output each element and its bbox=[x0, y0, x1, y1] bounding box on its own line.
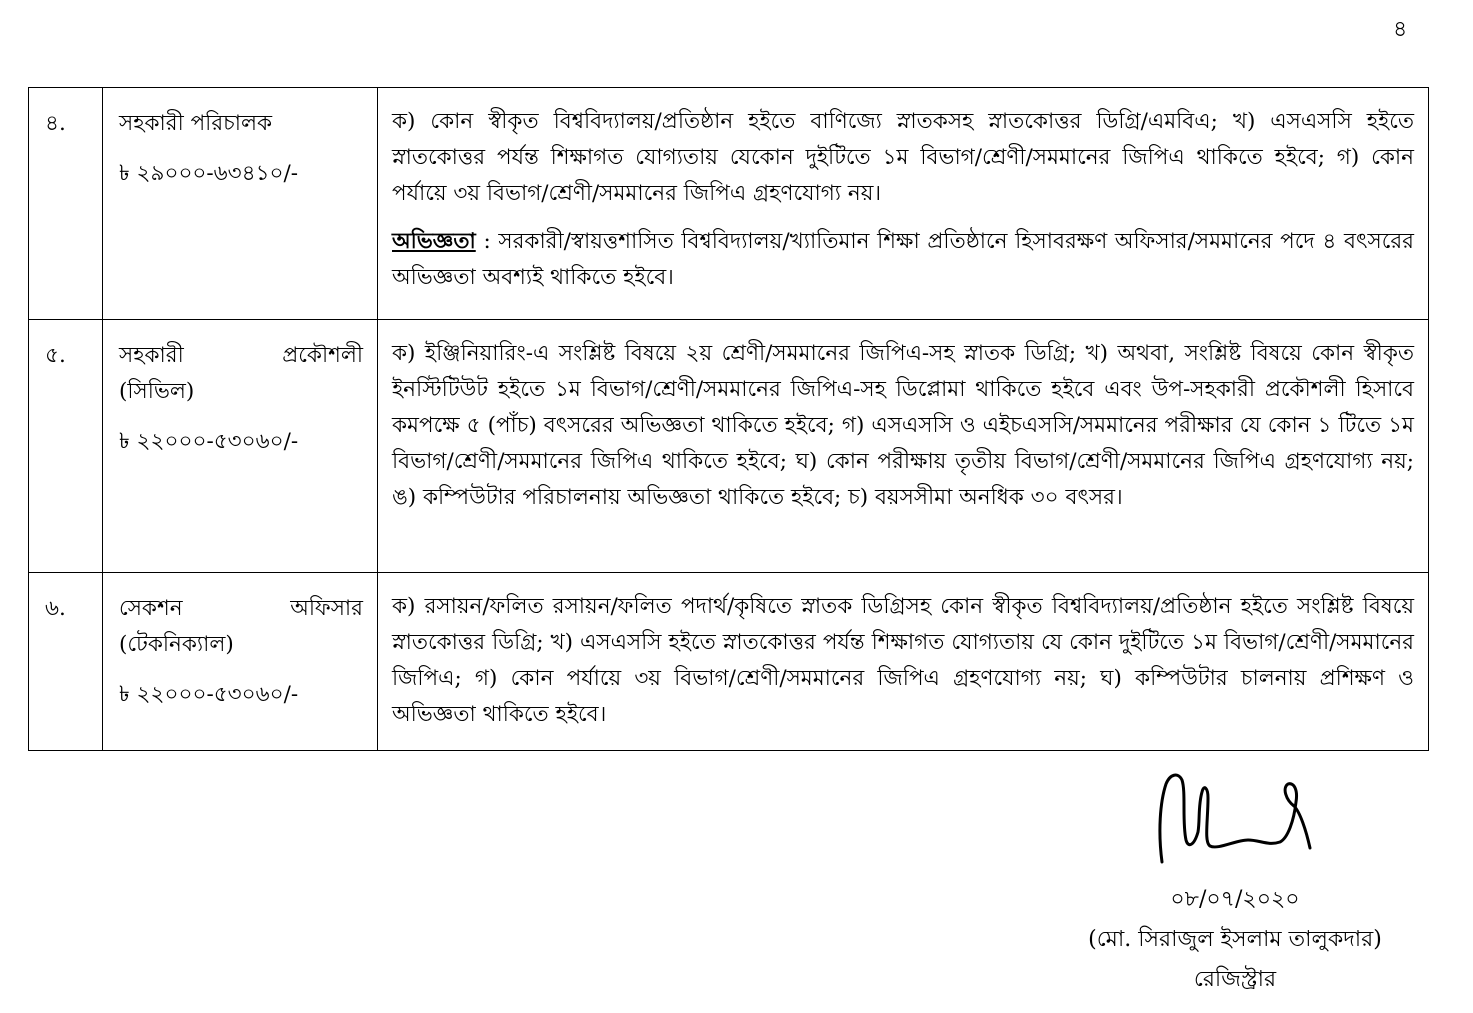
pay-scale: ৳ ২২০০০-৫৩০৬০/- bbox=[119, 682, 299, 707]
signatory-block bbox=[1060, 880, 1410, 1000]
post-cell bbox=[103, 573, 378, 751]
signature-date: ০৮/০৭/২০২০ bbox=[1170, 887, 1300, 912]
serial-number: ৬. bbox=[29, 573, 103, 751]
post-name-subtitle: (টেকনিক্যাল) bbox=[119, 632, 234, 657]
post-cell bbox=[103, 320, 378, 573]
page-number: ৪ bbox=[1393, 17, 1408, 42]
qualification-cell bbox=[378, 573, 1429, 751]
qualification-cell bbox=[378, 320, 1429, 573]
table-row bbox=[29, 573, 1429, 751]
qualification-text: ক) কোন স্বীকৃত বিশ্ববিদ্যালয়/প্রতিষ্ঠান হইতে বাণিজ্যে স্নাতকসহ স্নাতকোত্তর ডিগ্রি/এমবিএ; খ) এসএসসি হইতে স্নাতকোত্তর পর্যন্ত শিক্ষাগত যোগ্যতায় যেকোন দুইটিতে ১ম বিভাগ/শ্রেণী/সমমানের জিপিএ থাকিতে হইবে; গ) কোন পর্যায়ে ৩য় বিভাগ/শ্রেণী/সমমানের জিপিএ গ্রহণযোগ্য নয়। bbox=[392, 109, 1414, 206]
signature-image bbox=[1148, 762, 1318, 870]
pay-scale: ৳ ২২০০০-৫৩০৬০/- bbox=[119, 429, 299, 454]
post-name: সহকারী পরিচালক bbox=[119, 111, 273, 136]
qualification-cell bbox=[378, 88, 1429, 320]
qualification-text: ক) রসায়ন/ফলিত রসায়ন/ফলিত পদার্থ/কৃষিতে স্নাতক ডিগ্রিসহ কোন স্বীকৃত বিশ্ববিদ্যালয়/প্রতিষ্ঠান হইতে সংশ্লিষ্ট বিষয়ে স্নাতকোত্তর ডিগ্রি; খ) এসএসসি হইতে স্নাতকোত্তর পর্যন্ত শিক্ষাগত যোগ্যতায় যে কোন দুইটিতে ১ম বিভাগ/শ্রেণী/সমমানের জিপিএ; গ) কোন পর্যায়ে ৩য় বিভাগ/শ্রেণী/সমমানের জিপিএ গ্রহণযোগ্য নয়; ঘ) কম্পিউটার চালনায় প্রশিক্ষণ ও অভিজ্ঞতা থাকিতে হইবে। bbox=[392, 594, 1414, 727]
pay-scale: ৳ ২৯০০০-৬৩৪১০/- bbox=[119, 161, 299, 186]
post-name: সহকারী প্রকৌশলী bbox=[119, 343, 363, 368]
serial-number: ৪. bbox=[29, 88, 103, 320]
post-cell bbox=[103, 88, 378, 320]
post-qualification-table bbox=[28, 87, 1429, 751]
experience-text bbox=[392, 224, 1414, 296]
post-name-subtitle: (সিভিল) bbox=[119, 379, 195, 404]
experience-detail: : সরকারী/স্বায়ত্তশাসিত বিশ্ববিদ্যালয়/খ্যাতিমান শিক্ষা প্রতিষ্ঠানে হিসাবরক্ষণ অফিসার/সমমানের পদে ৪ বৎসরের অভিজ্ঞতা অবশ্যই থাকিতে হইবে। bbox=[392, 229, 1414, 290]
serial-number: ৫. bbox=[29, 320, 103, 573]
post-name: সেকশন অফিসার bbox=[119, 596, 363, 621]
signatory-designation: রেজিস্ট্রার bbox=[1193, 967, 1277, 992]
signatory-name: (মো. সিরাজুল ইসলাম তালুকদার) bbox=[1088, 927, 1382, 952]
qualification-text: ক) ইঞ্জিনিয়ারিং-এ সংশ্লিষ্ট বিষয়ে ২য় শ্রেণী/সমমানের জিপিএ-সহ স্নাতক ডিগ্রি; খ) অথবা, সংশ্লিষ্ট বিষয়ে কোন স্বীকৃত ইনস্টিটিউট হইতে ১ম বিভাগ/শ্রেণী/সমমানের জিপিএ-সহ ডিপ্লোমা থাকিতে হইবে এবং উপ-সহকারী প্রকৌশলী হিসাবে কমপক্ষে ৫ (পাঁচ) বৎসরের অভিজ্ঞতা থাকিতে হইবে; গ) এসএসসি ও এইচএসসি/সমমানের পরীক্ষার যে কোন ১ টিতে ১ম বিভাগ/শ্রেণী/সমমানের জিপিএ থাকিতে হইবে; ঘ) কোন পরীক্ষায় তৃতীয় বিভাগ/শ্রেণী/সমমানের জিপিএ গ্রহণযোগ্য নয়; ঙ) কম্পিউটার পরিচালনায় অভিজ্ঞতা থাকিতে হইবে; চ) বয়সসীমা অনধিক ৩০ বৎসর। bbox=[392, 341, 1414, 510]
experience-label: অভিজ্ঞতা bbox=[392, 229, 476, 254]
table-row bbox=[29, 320, 1429, 573]
table-row bbox=[29, 88, 1429, 320]
